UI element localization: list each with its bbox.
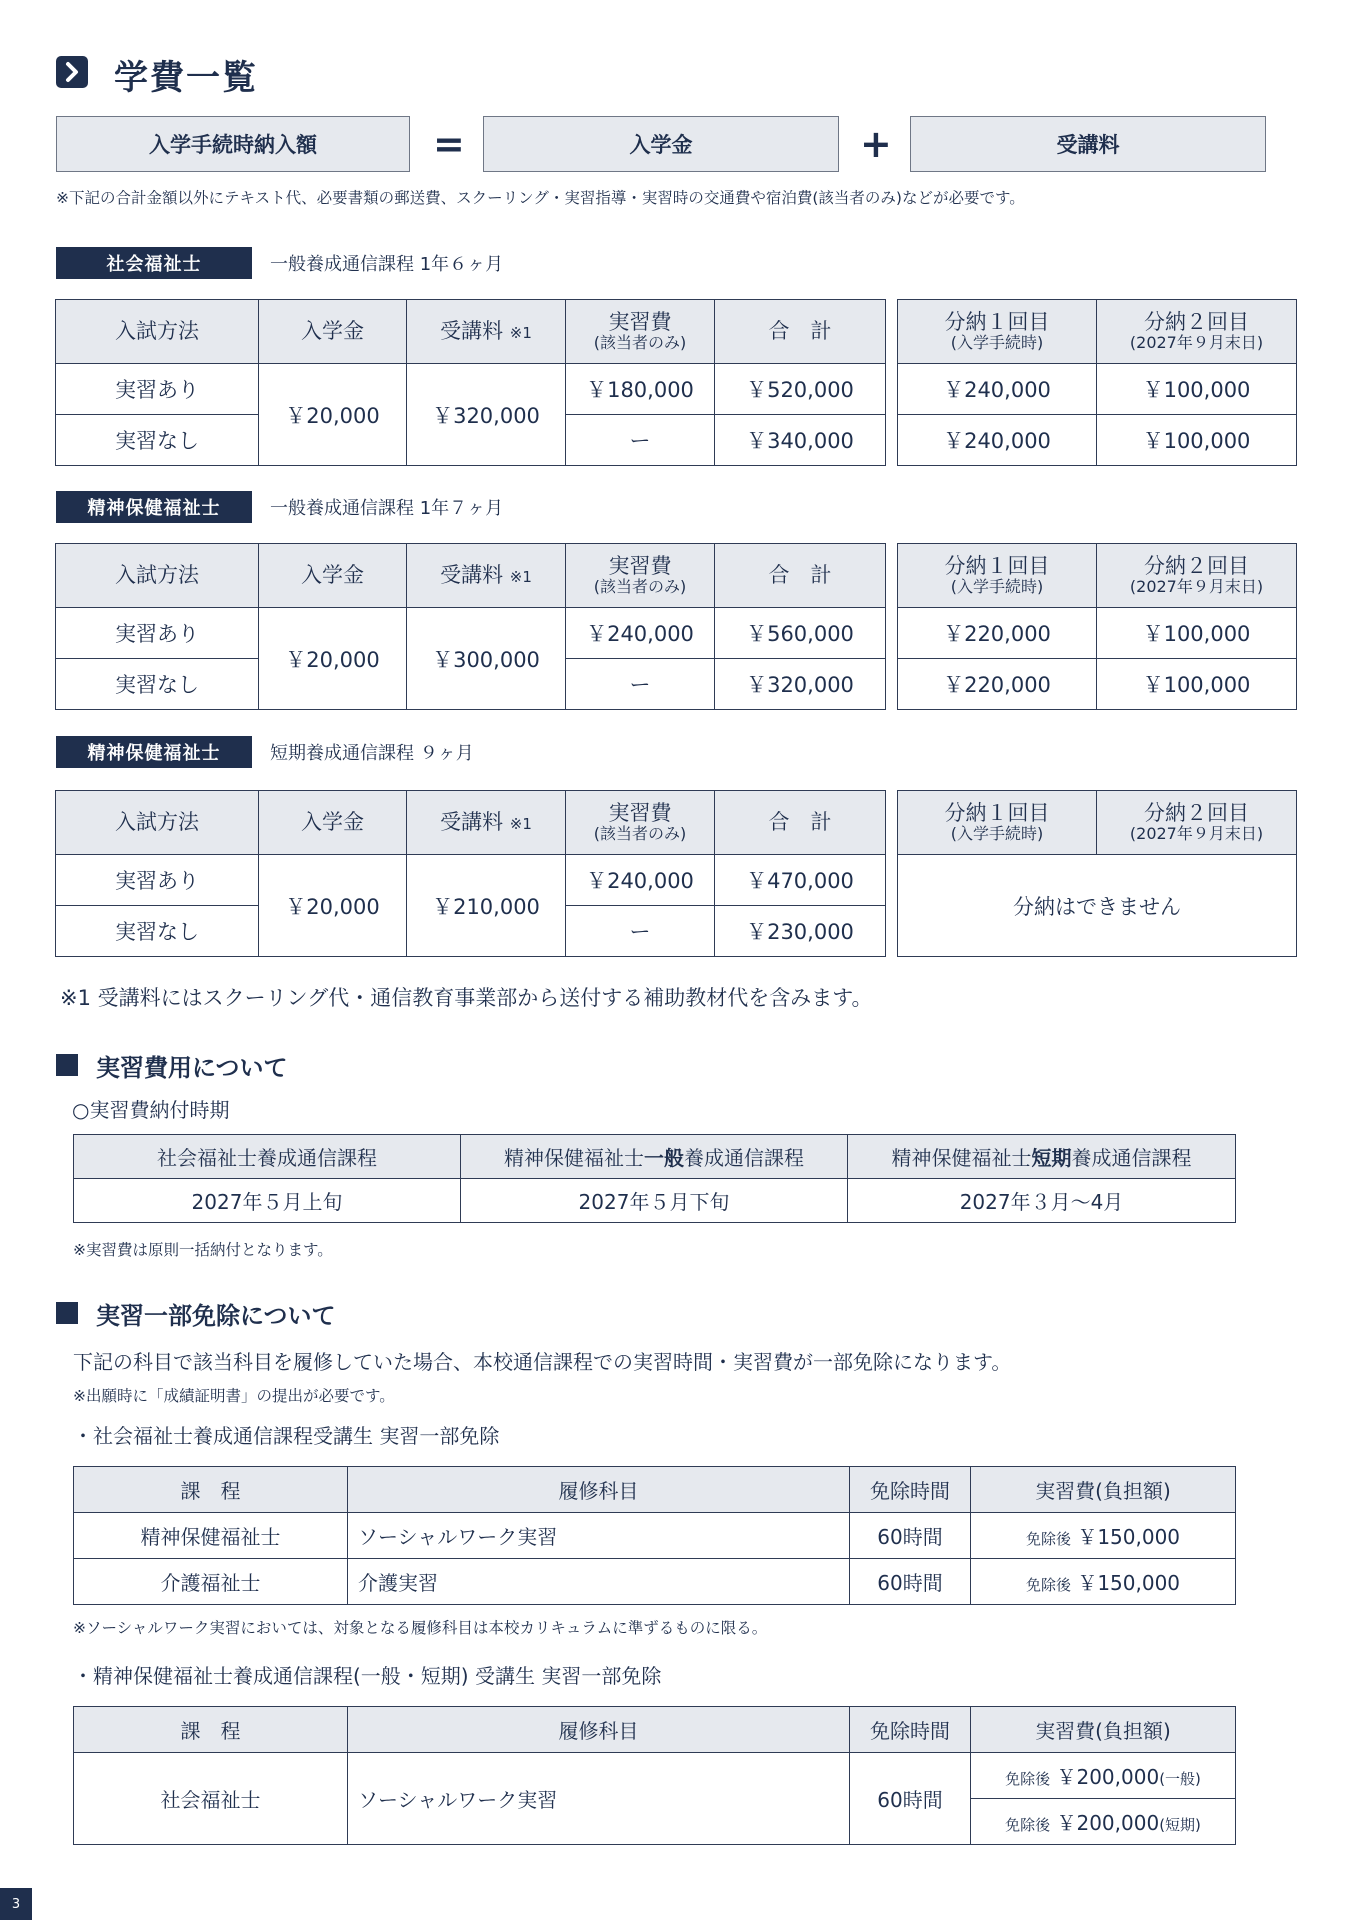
method-cell: 実習なし <box>56 659 259 710</box>
practice-cell: ￥180,000 <box>566 364 715 415</box>
page-number: 3 <box>0 1888 32 1920</box>
practice-cell: ￥240,000 <box>566 608 715 659</box>
no-installment-cell: 分納はできません <box>898 855 1297 957</box>
header-total: 合 計 <box>715 544 886 608</box>
header-total: 合 計 <box>715 300 886 364</box>
equals-sign: = <box>433 122 465 166</box>
header-practice: 実習費 (該当者のみ) <box>566 300 715 364</box>
inst2-cell: ￥100,000 <box>1097 415 1297 466</box>
hours-cell: 60時間 <box>850 1559 971 1605</box>
schedule-cell: 2027年３月〜4月 <box>848 1179 1236 1223</box>
schedule-cell: 2027年５月下旬 <box>461 1179 848 1223</box>
total-cell: ￥470,000 <box>715 855 886 906</box>
fee-cell: 免除後 ￥150,000 <box>971 1513 1236 1559</box>
heading-square-icon <box>56 1054 78 1076</box>
heading-square-icon <box>56 1302 78 1324</box>
header-subject: 履修科目 <box>348 1707 850 1753</box>
fee-cell: 免除後 ￥200,000(短期) <box>971 1799 1236 1845</box>
total-cell: ￥230,000 <box>715 906 886 957</box>
schedule-cell: 2027年５月上旬 <box>74 1179 461 1223</box>
header-admission: 入学金 <box>259 544 407 608</box>
fee-table-1 <box>55 299 886 466</box>
formula-tuition-box: 受講料 <box>910 116 1266 172</box>
page-title: 学費一覧 <box>114 58 258 98</box>
fee-cell: 免除後 ￥150,000 <box>971 1559 1236 1605</box>
header-hours: 免除時間 <box>850 1467 971 1513</box>
col-social-welfare: 社会福祉士養成通信課程 <box>74 1135 461 1179</box>
practice-fee-heading: 実習費用について <box>96 1054 288 1082</box>
installment-table-3 <box>897 790 1297 957</box>
inst2-cell: ￥100,000 <box>1097 659 1297 710</box>
tuition-cell: ￥320,000 <box>407 364 566 466</box>
header-inst2: 分納２回目 (2027年９月末日) <box>1097 544 1297 608</box>
total-cell: ￥340,000 <box>715 415 886 466</box>
footnote-1: ※1 受講料にはスクーリング代・通信教育事業部から送付する補助教材代を含みます。 <box>60 986 873 1010</box>
header-total: 合 計 <box>715 791 886 855</box>
tuition-cell: ￥300,000 <box>407 608 566 710</box>
total-cell: ￥320,000 <box>715 659 886 710</box>
practice-fee-schedule-table <box>73 1134 1236 1223</box>
hours-cell: 60時間 <box>850 1513 971 1559</box>
course-cell: 社会福祉士 <box>74 1753 348 1845</box>
inst1-cell: ￥220,000 <box>898 659 1097 710</box>
header-method: 入試方法 <box>56 544 259 608</box>
admission-cell: ￥20,000 <box>259 855 407 957</box>
section-badge-2: 精神保健福祉士 <box>56 491 252 523</box>
subject-cell: ソーシャルワーク実習 <box>348 1513 850 1559</box>
subject-cell: 介護実習 <box>348 1559 850 1605</box>
inst1-cell: ￥240,000 <box>898 415 1097 466</box>
course-cell: 介護福祉士 <box>74 1559 348 1605</box>
exemption-lead: 下記の科目で該当科目を履修していた場合、本校通信課程での実習時間・実習費が一部免除になります。 <box>73 1350 1012 1374</box>
header-practice: 実習費 (該当者のみ) <box>566 544 715 608</box>
header-method: 入試方法 <box>56 300 259 364</box>
installment-table-2 <box>897 543 1297 710</box>
method-cell: 実習あり <box>56 364 259 415</box>
course-name-1: 一般養成通信課程 1年６ヶ月 <box>270 254 504 275</box>
inst1-cell: ￥240,000 <box>898 364 1097 415</box>
exemption-table-2 <box>73 1706 1236 1845</box>
exemption-table2-caption: ・精神保健福祉士養成通信課程(一般・短期) 受講生 実習一部免除 <box>73 1664 662 1688</box>
practice-fee-subheading: ○実習費納付時期 <box>72 1098 230 1122</box>
inst2-cell: ￥100,000 <box>1097 364 1297 415</box>
section-badge-1: 社会福祉士 <box>56 247 252 279</box>
total-cell: ￥520,000 <box>715 364 886 415</box>
section-badge-3: 精神保健福祉士 <box>56 736 252 768</box>
method-cell: 実習あり <box>56 608 259 659</box>
exemption-table1-note: ※ソーシャルワーク実習においては、対象となる履修科目は本校カリキュラムに準ずるものに限る。 <box>73 1619 768 1637</box>
header-fee: 実習費(負担額) <box>971 1707 1236 1753</box>
course-name-2: 一般養成通信課程 1年７ヶ月 <box>270 498 504 519</box>
header-practice: 実習費 (該当者のみ) <box>566 791 715 855</box>
header-subject: 履修科目 <box>348 1467 850 1513</box>
practice-cell: ￥240,000 <box>566 855 715 906</box>
header-admission: 入学金 <box>259 300 407 364</box>
practice-cell: ー <box>566 415 715 466</box>
header-hours: 免除時間 <box>850 1707 971 1753</box>
header-tuition: 受講料 ※1 <box>407 544 566 608</box>
inst2-cell: ￥100,000 <box>1097 608 1297 659</box>
col-mental-short: 精神保健福祉士短期養成通信課程 <box>848 1135 1236 1179</box>
col-mental-general: 精神保健福祉士一般養成通信課程 <box>461 1135 848 1179</box>
exemption-note: ※出願時に「成績証明書」の提出が必要です。 <box>73 1387 395 1405</box>
header-fee: 実習費(負担額) <box>971 1467 1236 1513</box>
header-tuition: 受講料 ※1 <box>407 791 566 855</box>
header-inst2: 分納２回目 (2027年９月末日) <box>1097 791 1297 855</box>
header-tuition: 受講料 ※1 <box>407 300 566 364</box>
exemption-heading: 実習一部免除について <box>96 1302 336 1330</box>
formula-note: ※下記の合計金額以外にテキスト代、必要書類の郵送費、スクーリング・実習指導・実習時の交通費や宿泊費(該当者のみ)などが必要です。 <box>56 189 1025 207</box>
hours-cell: 60時間 <box>850 1753 971 1845</box>
formula-admission-box: 入学金 <box>483 116 839 172</box>
header-inst1: 分納１回目 (入学手続時) <box>898 300 1097 364</box>
exemption-table1-caption: ・社会福祉士養成通信課程受講生 実習一部免除 <box>73 1424 500 1448</box>
header-inst1: 分納１回目 (入学手続時) <box>898 544 1097 608</box>
exemption-table-1 <box>73 1466 1236 1605</box>
inst1-cell: ￥220,000 <box>898 608 1097 659</box>
subject-cell: ソーシャルワーク実習 <box>348 1753 850 1845</box>
practice-cell: ー <box>566 906 715 957</box>
header-course: 課 程 <box>74 1467 348 1513</box>
installment-table-1 <box>897 299 1297 466</box>
tuition-cell: ￥210,000 <box>407 855 566 957</box>
header-inst1: 分納１回目 (入学手続時) <box>898 791 1097 855</box>
fee-table-2 <box>55 543 886 710</box>
header-admission: 入学金 <box>259 791 407 855</box>
formula-total-box: 入学手続時納入額 <box>56 116 410 172</box>
method-cell: 実習あり <box>56 855 259 906</box>
fee-cell: 免除後 ￥200,000(一般) <box>971 1753 1236 1799</box>
course-cell: 精神保健福祉士 <box>74 1513 348 1559</box>
total-cell: ￥560,000 <box>715 608 886 659</box>
chevron-right-icon <box>56 56 88 88</box>
course-name-3: 短期養成通信課程 ９ヶ月 <box>270 743 474 764</box>
admission-cell: ￥20,000 <box>259 608 407 710</box>
header-method: 入試方法 <box>56 791 259 855</box>
header-inst2: 分納２回目 (2027年９月末日) <box>1097 300 1297 364</box>
header-course: 課 程 <box>74 1707 348 1753</box>
fee-table-3 <box>55 790 886 957</box>
practice-fee-note: ※実習費は原則一括納付となります。 <box>73 1241 333 1259</box>
method-cell: 実習なし <box>56 906 259 957</box>
method-cell: 実習なし <box>56 415 259 466</box>
admission-cell: ￥20,000 <box>259 364 407 466</box>
plus-sign: + <box>860 122 892 166</box>
practice-cell: ー <box>566 659 715 710</box>
